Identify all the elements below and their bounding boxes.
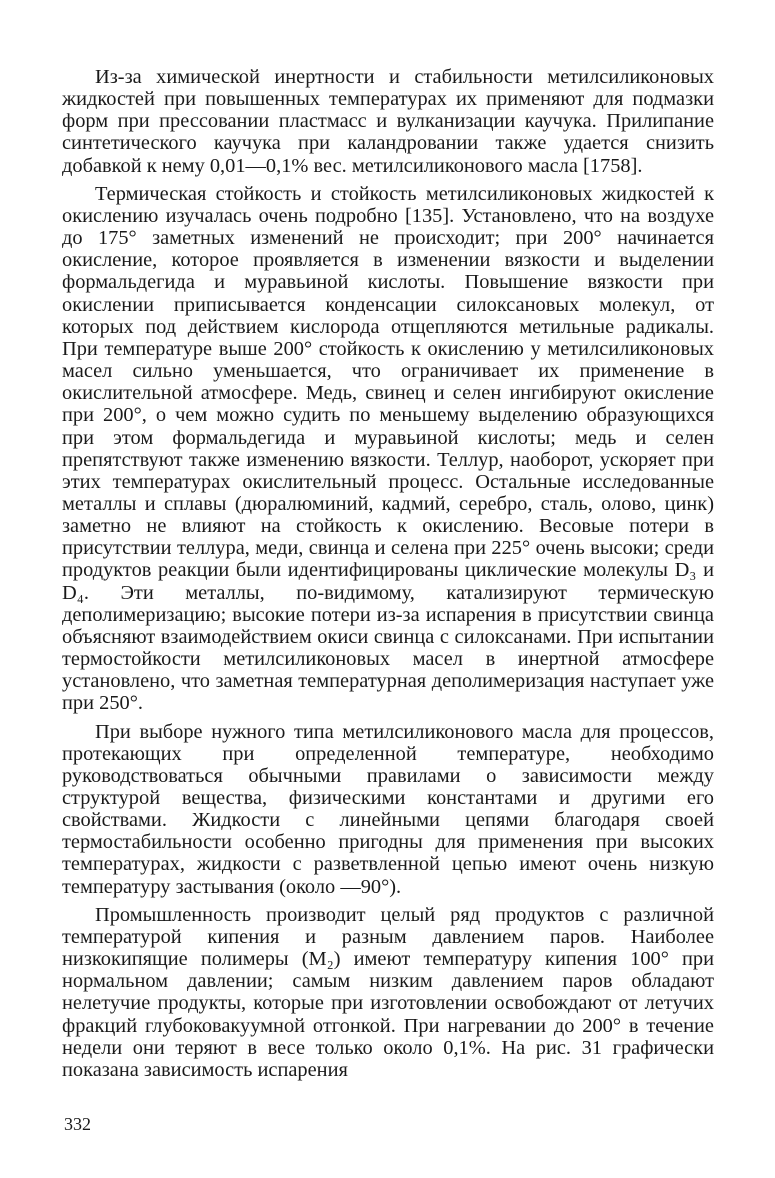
page-number: 332 [64, 1114, 91, 1134]
paragraph: Промышленность производит целый ряд продуктов с различной температурой кипения и разным давлением паров. Наиболее низкокипящие полимеры (M₂) имеют температуру кипения 100° при нормальном давлении; самым низким давлением паров обладают нелетучие продукты, которые при изготовлении освобождают от летучих фракций глубоковакуумной отгонкой. При нагревании до 200° в течение недели они теряют в весе только около 0,1%. На рис. 31 графически показана зависимость испарения [62, 903, 714, 1081]
paragraph: При выборе нужного типа метилсиликонового масла для процессов, протекающих при определенной температуре, необходимо руководствоваться обычными правилами о зависимости между структурой вещества, физическими константами и другими его свойствами. Жидкости с линейными цепями благодаря своей термостабильности особенно пригодны для применения при высоких температурах, жидкости с разветвленной цепью имеют очень низкую температуру застывания (около —90°). [62, 720, 714, 898]
paragraph: Термическая стойкость и стойкость метилсиликоновых жидкостей к окислению изучалась очень подробно [135]. Установлено, что на воздухе до 175° заметных изменений не происходит; при 200° начинается окисление, которое проявляется в изменении вязкости и выделении формальдегида и муравьиной кислоты. Повышение вязкости при окислении приписывается конденсации силоксановых молекул, от которых под действием кислорода отщепляются метильные радикалы. При температуре выше 200° стойкость к окислению у метилсиликоновых масел сильно уменьшается, что ограничивает их применение в окислительной атмосфере. Медь, свинец и селен ингибируют окисление при 200°, о чем можно судить по меньшему выделению образующихся при этом формальдегида и муравьиной кислоты; медь и селен препятствуют также изменению вязкости. Теллур, наоборот, ускоряет при этих температурах окислительный процесс. Остальные исследованные металлы и сплавы (дюралюминий, кадмий, серебро, сталь, олово, цинк) заметно не влияют на стойкость к окислению. Весовые потери в присутствии теллура, меди, свинца и селена при 225° очень высоки; среди продуктов реакции были идентифицированы циклические молекулы D₃ и D₄. Эти металлы, по-видимому, катализируют термическую деполимеризацию; высокие потери из-за испарения в присутствии свинца объясняют взаимодействием окиси свинца с силоксанами. При испытании термостойкости метилсиликоновых масел в инертной атмосфере установлено, что заметная температурная деполимеризация наступает уже при 250°. [62, 182, 714, 715]
paragraph: Из-за химической инертности и стабильности метилсиликоновых жидкостей при повышенных температурах их применяют для подмазки форм при прессовании пластмасс и вулканизации каучука. Прилипание синтетического каучука при каландровании также удается снизить добавкой к нему 0,01—0,1% вес. метилсиликонового масла [1758]. [62, 66, 714, 177]
page-body [62, 66, 714, 1081]
